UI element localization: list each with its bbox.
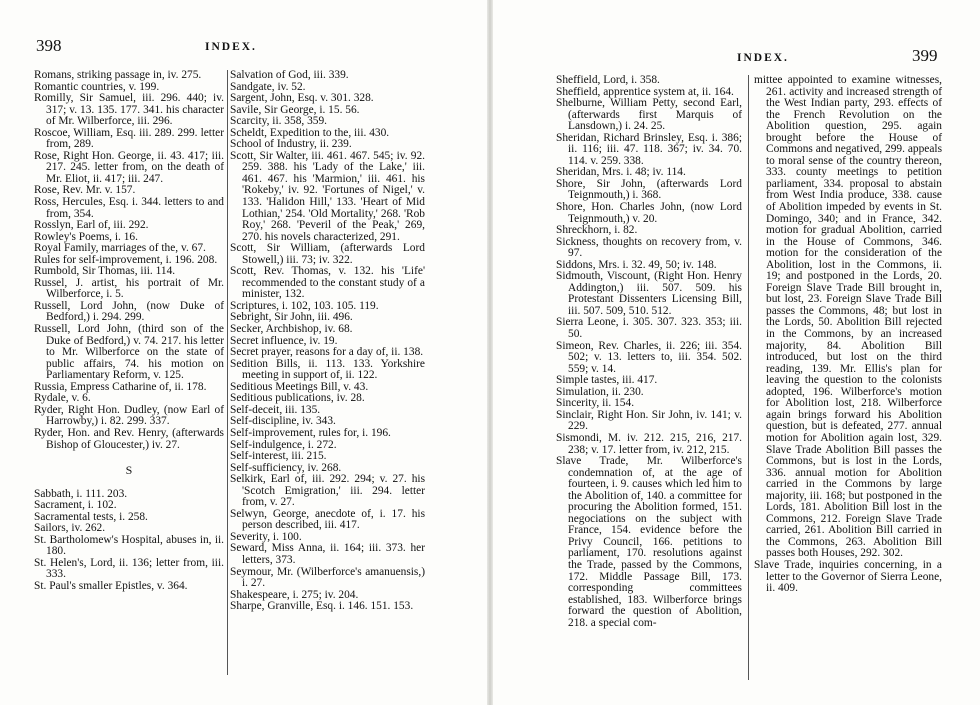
index-entry: Seditious Meetings Bill, v. 43. [230, 380, 369, 393]
entries-s-start [34, 489, 224, 593]
entries-sh [556, 75, 742, 629]
index-entry: Sheffield, Lord, i. 358. [556, 74, 660, 86]
index-entry: Self-improvement, rules for, i. 196. [230, 426, 391, 439]
index-entry: Shore, Hon. Charles John, (now Lord Teignmouth,) v. 20. [556, 201, 742, 225]
index-entry: Salvation of God, iii. 339. [230, 69, 349, 81]
index-entry: Self-sufficiency, iv. 268. [230, 461, 342, 474]
index-entry: Scarcity, ii. 358, 359. [230, 115, 328, 128]
index-entry: Shelburne, William Petty, second Earl, (afterwards first Marquis of Lansdown,) i. 24. 25. [556, 97, 742, 133]
index-entry: Shore, Sir John, (afterwards Lord Teignmouth,) i. 368. [556, 177, 742, 202]
index-entry: Sharpe, Granville, Esq. i. 146. 151. 153. [230, 600, 414, 613]
index-entry: Sismondi, M. iv. 212. 215, 216, 217. 238; v. 17. letter from, iv. 212, 215. [556, 431, 742, 456]
index-entry: Slave Trade, Mr. Wilberforce's condemnation of, at the age of fourteen, i. 9. causes which led him to the Abolition of, 140. a committee for procuring the Abolition formed, 151. negociations on the subject with France, 154. evidence before the Privy Council, 166. petitions to parliament, 170. resolutions against the Trade, passed by the Commons, 172. Middle Passage Bill, 173. corresponding committees established, 183. Wilberforce brings forward the question of Abolition, 218. a special com- [556, 455, 742, 629]
index-entry: Russell, Lord John, (third son of the Duke of Bedford,) v. 74. 217. his letter to Mr. Wilberforce on the state of public affairs, 74. his motion on Parliamentary Reform, v. 125. [34, 323, 224, 382]
index-entry: Ryder, Right Hon. Dudley, (now Earl of Harrowby,) i. 82. 299. 337. [34, 403, 224, 428]
index-entry: Russell, Lord John, (now Duke of Bedford,) i. 294. 299. [34, 299, 224, 324]
index-entry: Scott, Sir William, (afterwards Lord Stowell,) iii. 73; iv. 322. [230, 242, 425, 266]
index-entry: Shakespeare, i. 275; iv. 204. [230, 588, 359, 601]
index-entry: Romans, striking passage in, iv. 275. [34, 69, 202, 81]
entries-r [34, 70, 224, 451]
index-entry: Simeon, Rev. Charles, ii. 226; iii. 354. 502; v. 13. letters to, iii. 354. 502. 559; v. 14. [556, 339, 742, 375]
index-entry: Simulation, ii. 230. [556, 385, 644, 398]
index-entry: Sandgate, iv. 52. [230, 80, 306, 93]
index-entry: Sailors, iv. 262. [34, 522, 106, 535]
index-entry: Rose, Right Hon. George, ii. 43. 417; iii. 217. 245. letter from, on the death of Mr. Eliot, ii. 417; iii. 247. [34, 149, 224, 185]
entries-slave-trade [754, 75, 942, 595]
index-entry: Simple tastes, iii. 417. [556, 374, 658, 387]
index-entry: Scott, Sir Walter, iii. 461. 467. 545; iv. 92. 259. 388. his 'Lady of the Lake,' iii. 461. 467. his 'Marmion,' iii. 461. his 'Rokeby,' iv. 92. 'Fortunes of Nigel,' v. 133. 'Halidon Hill,' 133. 'Heart of Mid Lothian,' 254. 'Old Mortality,' 268. 'Rob Roy,' 268. 'Peveril of the Peak,' 269, 270. his novels characterized, 291. [230, 149, 425, 243]
index-entry: Sinclair, Right Hon. Sir John, iv. 141; v. 229. [556, 408, 742, 433]
index-entry: Rosslyn, Earl of, iii. 292. [34, 219, 149, 232]
right-index-column-1 [556, 75, 742, 629]
index-entry: Sacramental tests, i. 258. [34, 510, 148, 523]
index-entry: Scriptures, i. 102, 103. 105. 119. [230, 299, 379, 312]
index-entry: Sheridan, Mrs. i. 48; iv. 114. [556, 166, 686, 179]
index-entry: Sierra Leone, i. 305. 307. 323. 353; iii. 50. [556, 316, 742, 341]
index-entry: Savile, Sir George, i. 15. 56. [230, 103, 360, 116]
index-entry: Scheldt, Expedition to the, iii. 430. [230, 126, 390, 139]
index-entry: Ryder, Hon. and Rev. Henry, (afterwards Bishop of Gloucester,) iv. 27. [34, 426, 224, 451]
index-entry: St. Helen's, Lord, ii. 136; letter from, iii. 333. [34, 556, 224, 581]
index-entry: School of Industry, ii. 239. [230, 138, 352, 151]
index-entry: St. Paul's smaller Epistles, v. 364. [34, 579, 188, 592]
index-entry: Scott, Rev. Thomas, v. 132. his 'Life' recommended to the constant study of a minister, 132. [230, 265, 425, 301]
index-entry: Selkirk, Earl of, iii. 292. 294; v. 27. his 'Scotch Emigration,' iii. 294. letter from, v. 27. [230, 473, 425, 509]
left-index-column-1 [34, 70, 224, 593]
index-entry: Seymour, Mr. (Wilberforce's amanuensis,) i. 27. [230, 565, 425, 590]
index-entry: Secker, Archbishop, iv. 68. [230, 323, 353, 336]
right-page [492, 0, 980, 705]
index-entry: Sheffield, apprentice system at, ii. 164. [556, 85, 734, 98]
section-letter-s: S [125, 463, 133, 478]
index-entry: Romantic countries, v. 199. [34, 80, 160, 93]
right-page-number: 399 [912, 46, 938, 65]
index-entry: Rydale, v. 6. [34, 392, 91, 405]
index-entry: Rules for self-improvement, i. 196. 208. [34, 253, 218, 266]
left-index-column-2 [230, 70, 425, 613]
left-page [0, 0, 488, 705]
index-entry: St. Bartholomew's Hospital, abuses in, ii. 180. [34, 533, 224, 558]
index-entry: Self-indulgence, i. 272. [230, 438, 337, 451]
index-entry: Siddons, Mrs. i. 32. 49, 50; iv. 148. [556, 258, 717, 271]
index-entry: Ross, Hercules, Esq. i. 344. letters to and from, 354. [34, 196, 224, 220]
right-running-header: INDEX. [737, 52, 789, 64]
index-entry: Slave Trade, inquiries concerning, in a letter to the Governor of Sierra Leone, ii. 409. [754, 558, 942, 595]
index-entry: Self-deceit, iii. 135. [230, 403, 321, 416]
column-rule [227, 70, 228, 675]
index-entry: mittee appointed to examine witnesses, 261. activity and increased strength of the West Indian party, 293. effects of the French Revolution on the Abolition question, 295. again brought before the House of Commons and negatived, 299. appeals to moral sense of the country thereon, 333. county meetings to petition parliament, 334. proposal to abstain from West India produce, 338. cause of Abolition impeded by events in St. Domingo, 340; and in France, 342. motion for gradual Abolition, carried in the House of Commons, 346. motion for the consideration of the Abolition, lost in the Commons, ii. 19; and postponed in the Lords, 20. Foreign Slave Trade Bill brought in, but lost, 23. Foreign Slave Trade Bill passes the Commons, 48; but lost in the Lords, 50. Abolition Bill rejected in the Commons, by an increased majority, 84. Abolition Bill introduced, but lost on the third reading, 139. Mr. Ellis's plan for leaving the question to the colonists adopted, 196. Wilberforce's motion for Abolition lost, 218. Wilberforce again brings forward his Abolition question, but is defeated, 277. annual motion for Abolition again lost, 329. Slave Trade Abolition Bill passes the Commons, but is lost in the Lords, 336. annual motion for Abolition carried in the Commons by large majority, iii. 168; but postponed in the Lords, 181. Abolition Bill lost in the Commons, 212. Foreign Slave Trade carried, 261. Abolition Bill carried in the Commons, 263. Abolition Bill passes both Houses, 292. 302. [754, 74, 942, 560]
index-entry: Sebright, Sir John, iii. 496. [230, 311, 353, 324]
index-entry: Rumbold, Sir Thomas, iii. 114. [34, 265, 176, 278]
index-entry: Seditious publications, iv. 28. [230, 392, 365, 405]
index-entry: Sickness, thoughts on recovery from, v. 97. [556, 235, 742, 260]
index-entry: Romilly, Sir Samuel, iii. 296. 440; iv. 317; v. 13. 135. 177. 341. his character of Mr. Wilberforce, iii. 296. [34, 92, 224, 128]
entries-s [230, 70, 425, 613]
index-entry: Sabbath, i. 111. 203. [34, 487, 128, 500]
index-entry: Sincerity, ii. 154. [556, 397, 635, 410]
index-entry: Seward, Miss Anna, ii. 164; iii. 373. her letters, 373. [230, 542, 425, 566]
index-entry: Secret influence, iv. 19. [230, 334, 338, 347]
index-entry: Sidmouth, Viscount, (Right Hon. Henry Addington,) iii. 507. 509. his Protestant Dissenters Licensing Bill, iii. 507. 509, 510. 512. [556, 270, 742, 317]
index-entry: Shreckhorn, i. 82. [556, 224, 638, 237]
index-entry: Russel, J. artist, his portrait of Mr. Wilberforce, i. 5. [34, 276, 224, 301]
left-page-number: 398 [36, 36, 62, 55]
index-entry: Sargent, John, Esq. v. 301. 328. [230, 92, 374, 105]
index-entry: Rose, Rev. Mr. v. 157. [34, 184, 136, 197]
index-entry: Self-interest, iii. 215. [230, 450, 327, 463]
index-entry: Royal Family, marriages of the, v. 67. [34, 242, 206, 255]
index-entry: Sacrament, i. 102. [34, 499, 117, 512]
index-entry: Roscoe, William, Esq. iii. 289. 299. letter from, 289. [34, 126, 224, 151]
left-running-header: INDEX. [205, 41, 257, 53]
index-entry: Severity, i. 100. [230, 530, 302, 543]
column-rule [748, 75, 749, 680]
index-entry: Selwyn, George, anecdote of, i. 17. his person described, iii. 417. [230, 507, 425, 532]
index-entry: Sheridan, Richard Brinsley, Esq. i. 386; ii. 116; iii. 47. 118. 367; iv. 34. 70. 114. v. 259. 338. [556, 131, 742, 167]
index-entry: Secret prayer, reasons for a day of, ii. 138. [230, 346, 424, 359]
index-entry: Sedition Bills, ii. 113. 133. Yorkshire meeting in support of, ii. 122. [230, 357, 425, 382]
right-index-column-2 [754, 75, 942, 595]
index-entry: Rowley's Poems, i. 16. [34, 230, 138, 243]
index-entry: Russia, Empress Catharine of, ii. 178. [34, 380, 207, 393]
index-entry: Self-discipline, iv. 343. [230, 415, 336, 428]
